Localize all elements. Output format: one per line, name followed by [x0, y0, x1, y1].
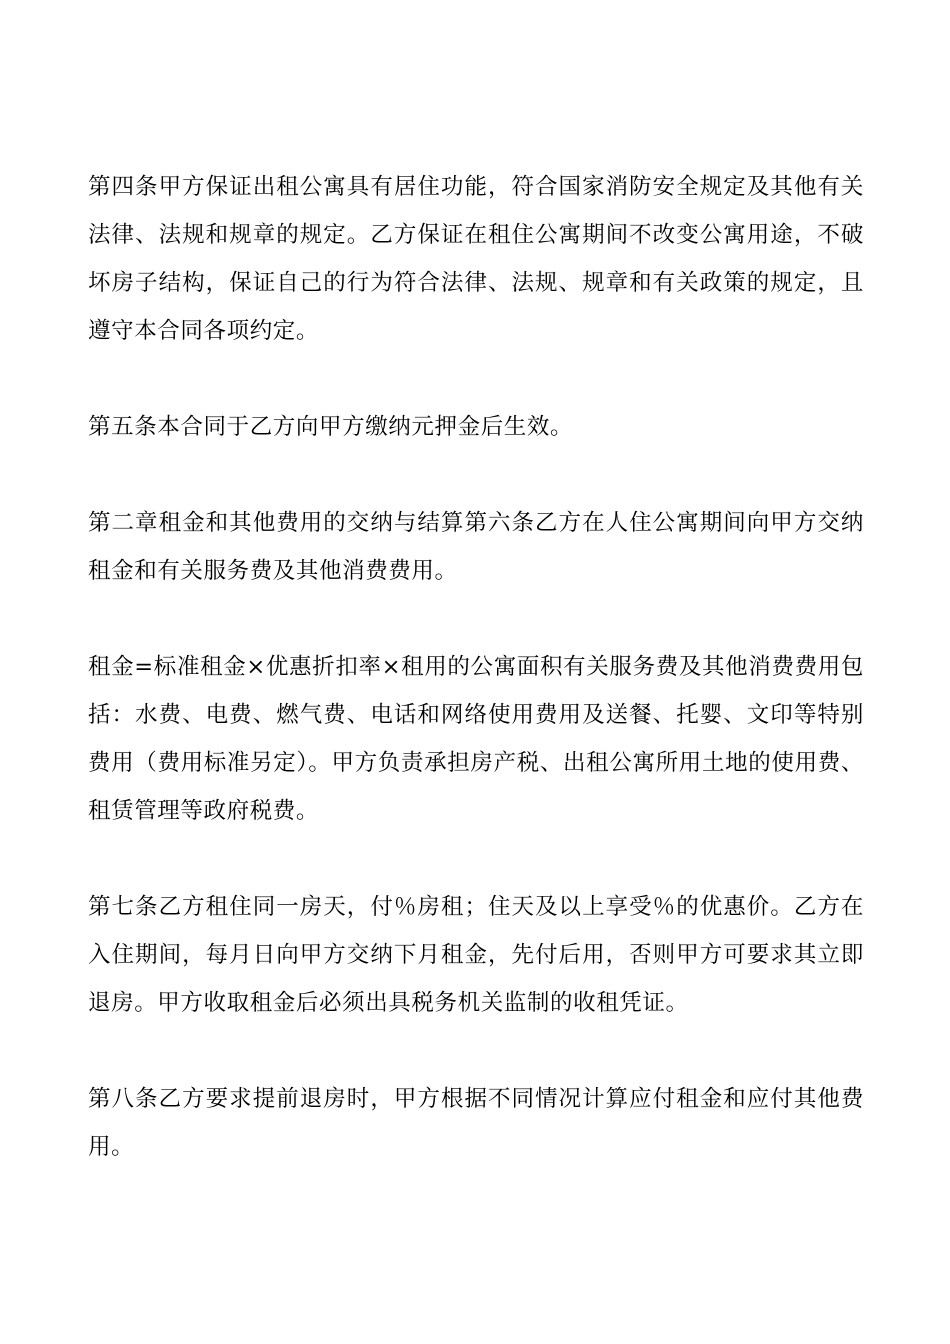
paragraph-article-7: 第七条乙方租住同一房天，付％房租；住天及以上享受％的优惠价。乙方在入住期间，每月日向甲方交纳下月租金，先付后用，否则甲方可要求其立即退房。甲方收取租金后必须出具税务机关监制的收租凭证。 — [88, 894, 864, 1016]
paragraph-chapter-2-article-6: 第二章租金和其他费用的交纳与结算第六条乙方在人住公寓期间向甲方交纳租金和有关服务费及其他消费费用。 — [88, 510, 864, 584]
paragraph-article-5: 第五条本合同于乙方向甲方缴纳元押金后生效。 — [88, 414, 574, 440]
document-body — [88, 163, 864, 1171]
paragraph-article-8: 第八条乙方要求提前退房时，甲方根据不同情况计算应付租金和应付其他费用。 — [88, 1086, 864, 1160]
paragraph-article-4: 第四条甲方保证出租公寓具有居住功能，符合国家消防安全规定及其他有关法律、法规和规章的规定。乙方保证在租住公寓期间不改变公寓用途，不破坏房子结构，保证自己的行为符合法律、法规、规章和有关政策的规定，且遵守本合同各项约定。 — [88, 174, 864, 344]
paragraph-rent-formula: 租金=标准租金×优惠折扣率×租用的公寓面积有关服务费及其他消费费用包括：水费、电费、燃气费、电话和网络使用费用及送餐、托婴、文印等特别费用（费用标准另定）。甲方负责承担房产税、出租公寓所用土地的使用费、租赁管理等政府税费。 — [88, 654, 864, 824]
